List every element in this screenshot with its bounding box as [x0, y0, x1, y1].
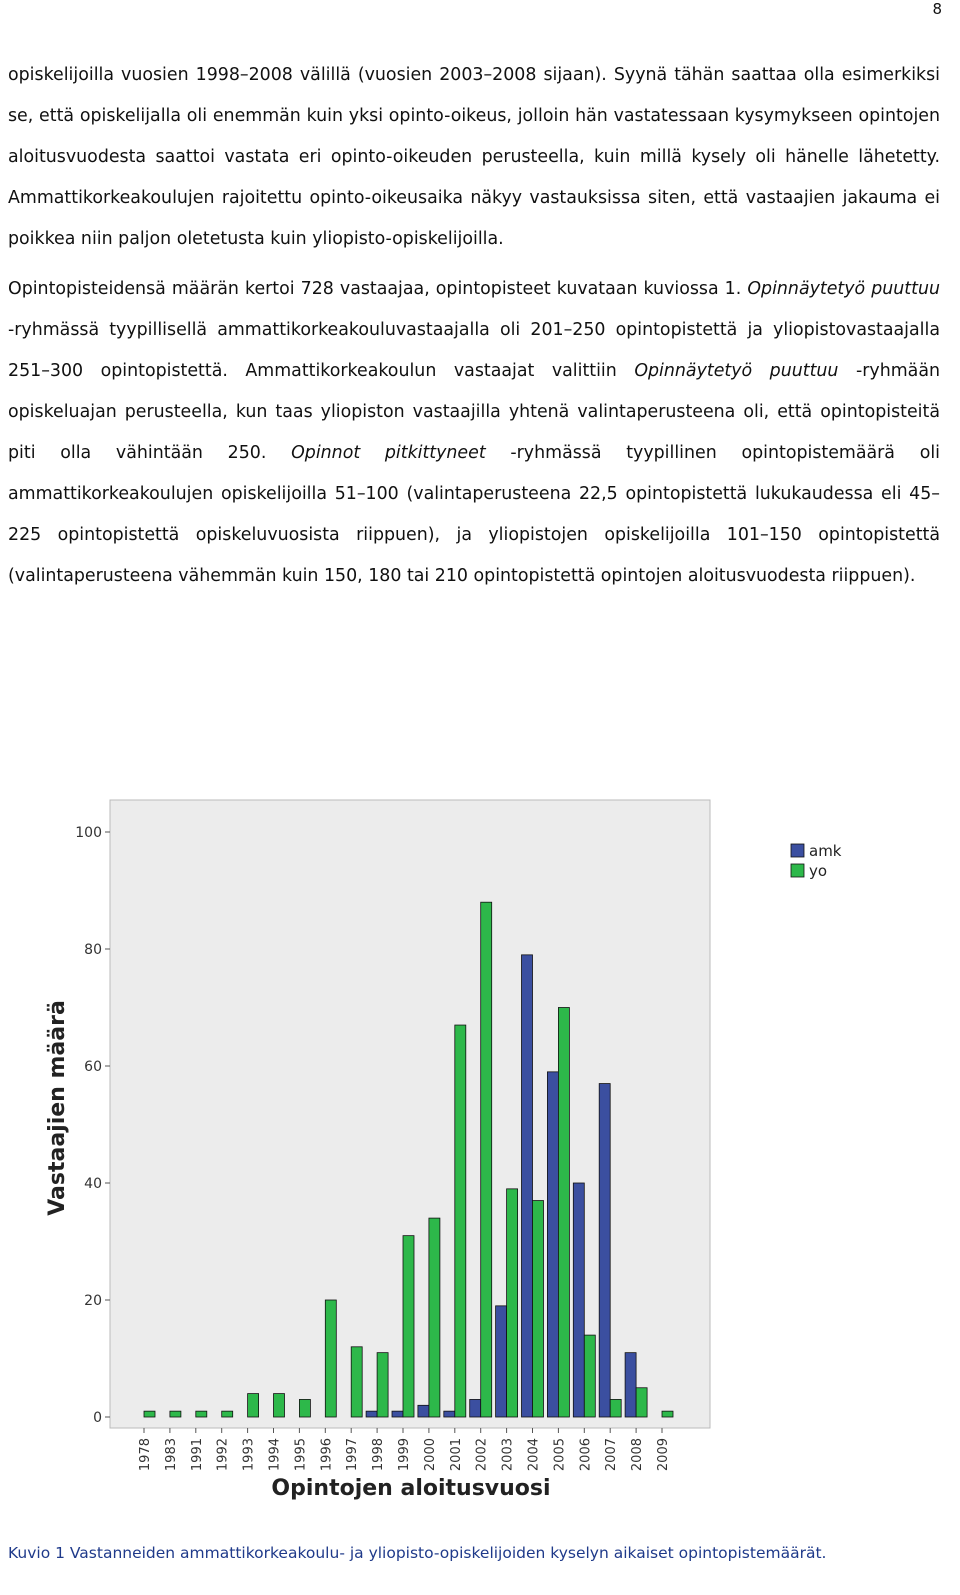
bar-yo-2007 [610, 1399, 621, 1417]
paragraph-2-text-1: Opintopisteidensä määrän kertoi 728 vastaajaa, opintopisteet kuvataan kuviossa 1. [8, 279, 748, 299]
bar-yo-2009 [662, 1411, 673, 1417]
x-tick-label: 2005 [552, 1438, 568, 1472]
bar-amk-2002 [470, 1399, 481, 1417]
y-tick-label: 20 [84, 1293, 102, 1309]
bar-yo-1994 [274, 1394, 285, 1417]
bar-amk-1998 [366, 1411, 377, 1417]
y-axis-label: Vastaajien määrä [45, 1000, 70, 1216]
paragraph-2-text-4: -ryhmässä tyypillinen opintopistemäärä oli ammattikorkeakoulujen opiskelijoilla 51–100 (valintaperusteena 22,5 opintopistettä lukukaudessa eli 45–225 opintopistettä opiskeluvuosista riippuen), ja yliopistojen opiskelijoilla 101–150 opintopistettä (valintaperusteena vähemmän kuin 150, 180 tai 210 opintopistettä opintojen aloitusvuodesta riippuen). [8, 443, 940, 586]
bar-yo-1996 [325, 1300, 336, 1417]
bar-yo-2008 [636, 1388, 647, 1417]
bar-yo-1983 [170, 1411, 181, 1417]
legend-swatch-amk [791, 844, 804, 857]
bar-chart [0, 790, 960, 1510]
x-tick-label: 2004 [526, 1438, 542, 1472]
x-tick-label: 2008 [630, 1438, 646, 1472]
bar-amk-2000 [418, 1405, 429, 1417]
bar-yo-2000 [429, 1218, 440, 1417]
x-tick-label: 1994 [267, 1438, 283, 1472]
bar-yo-2004 [533, 1201, 544, 1417]
x-tick-label: 1983 [163, 1438, 179, 1472]
x-tick-label: 2000 [422, 1438, 438, 1472]
bar-yo-1992 [222, 1411, 233, 1417]
x-tick-label: 2007 [604, 1438, 620, 1472]
x-tick-label: 1996 [319, 1438, 335, 1472]
paragraph-2-italic-1: Opinnäytetyö puuttuu [747, 279, 940, 299]
bar-yo-2002 [481, 902, 492, 1417]
bar-yo-2001 [455, 1025, 466, 1417]
caption-text: Vastanneiden ammattikorkeakoulu- ja yliopisto-opiskelijoiden kyselyn aikaiset opintopistemäärät. [64, 1544, 827, 1562]
y-tick-label: 100 [75, 825, 102, 841]
y-tick-label: 60 [84, 1059, 102, 1075]
bar-yo-1998 [377, 1353, 388, 1417]
x-tick-label: 2002 [474, 1438, 490, 1472]
x-tick-label: 1998 [371, 1438, 387, 1472]
paragraph-2-italic-3: Opinnot pitkittyneet [291, 443, 486, 463]
bar-yo-2006 [584, 1335, 595, 1417]
paragraph-2 [8, 269, 940, 597]
legend-label-amk: amk [809, 842, 842, 860]
bar-amk-2003 [496, 1306, 507, 1417]
x-tick-label: 2009 [656, 1438, 671, 1472]
bar-chart-svg [0, 790, 960, 1510]
x-tick-label: 2001 [448, 1438, 464, 1472]
bar-amk-2004 [522, 955, 533, 1417]
paragraph-2-italic-2: Opinnäytetyö puuttuu [634, 361, 839, 381]
paragraph-1: opiskelijoilla vuosien 1998–2008 välillä (vuosien 2003–2008 sijaan). Syynä tähän saattaa olla esimerkiksi se, että opiskelijalla oli enemmän kuin yksi opinto-oikeus, jolloin hän vastatessaan kysymykseen opintojen aloitusvuodesta saattoi vastata eri opinto-oikeuden perusteella, kuin millä kysely oli hänelle lähetetty. Ammattikorkeakoulujen rajoitettu opinto-oikeusaika näkyy vastauksissa siten, että vastaajien jakauma ei poikkea niin paljon oletetusta kuin yliopisto-opiskelijoilla. [8, 65, 940, 249]
y-tick-label: 0 [93, 1410, 102, 1426]
bar-yo-1997 [351, 1347, 362, 1417]
bar-amk-2007 [599, 1084, 610, 1417]
y-tick-label: 80 [84, 942, 102, 958]
x-tick-label: 2003 [500, 1438, 516, 1472]
bar-yo-1999 [403, 1236, 414, 1417]
x-tick-label: 1978 [138, 1438, 153, 1472]
legend-label-yo: yo [809, 862, 828, 880]
x-tick-label: 1993 [241, 1438, 257, 1472]
x-tick-label: 1995 [293, 1438, 309, 1472]
caption-label: Kuvio 1 [8, 1544, 65, 1562]
bar-amk-1999 [392, 1411, 403, 1417]
bar-yo-1978 [144, 1411, 155, 1417]
y-tick-label: 40 [84, 1176, 102, 1192]
bar-amk-2005 [547, 1072, 558, 1417]
bar-yo-1991 [196, 1411, 207, 1417]
x-tick-label: 2006 [578, 1438, 594, 1472]
x-tick-label: 1997 [345, 1438, 361, 1472]
paragraph-2-text-2: -ryhmässä tyypillisellä ammattikorkeakouluvastaajalla oli 201–250 opintopistettä ja yliopistovastaajalla 251–300 opintopistettä. Ammattikorkeakoulun vastaajat valittiin [8, 320, 940, 381]
bar-yo-1995 [299, 1399, 310, 1417]
bar-yo-1993 [248, 1394, 259, 1417]
paragraph-2-text-3: -ryhmään opiskeluajan perusteella, kun taas yliopiston vastaajilla yhtenä valintaperusteena oli, että opintopisteitä piti olla vähintään 250. [8, 361, 940, 463]
x-tick-label: 1992 [215, 1438, 231, 1472]
x-tick-label: 1999 [397, 1438, 412, 1472]
bar-yo-2003 [507, 1189, 518, 1417]
bar-amk-2001 [444, 1411, 455, 1417]
page-number: 8 [932, 0, 942, 18]
bar-amk-2008 [625, 1353, 636, 1417]
bar-yo-2005 [558, 1008, 569, 1418]
legend-swatch-yo [791, 864, 804, 877]
x-tick-label: 1991 [189, 1438, 205, 1472]
figure-caption [8, 1544, 826, 1562]
bar-amk-2006 [573, 1183, 584, 1417]
x-axis-label: Opintojen aloitusvuosi [271, 1476, 551, 1501]
